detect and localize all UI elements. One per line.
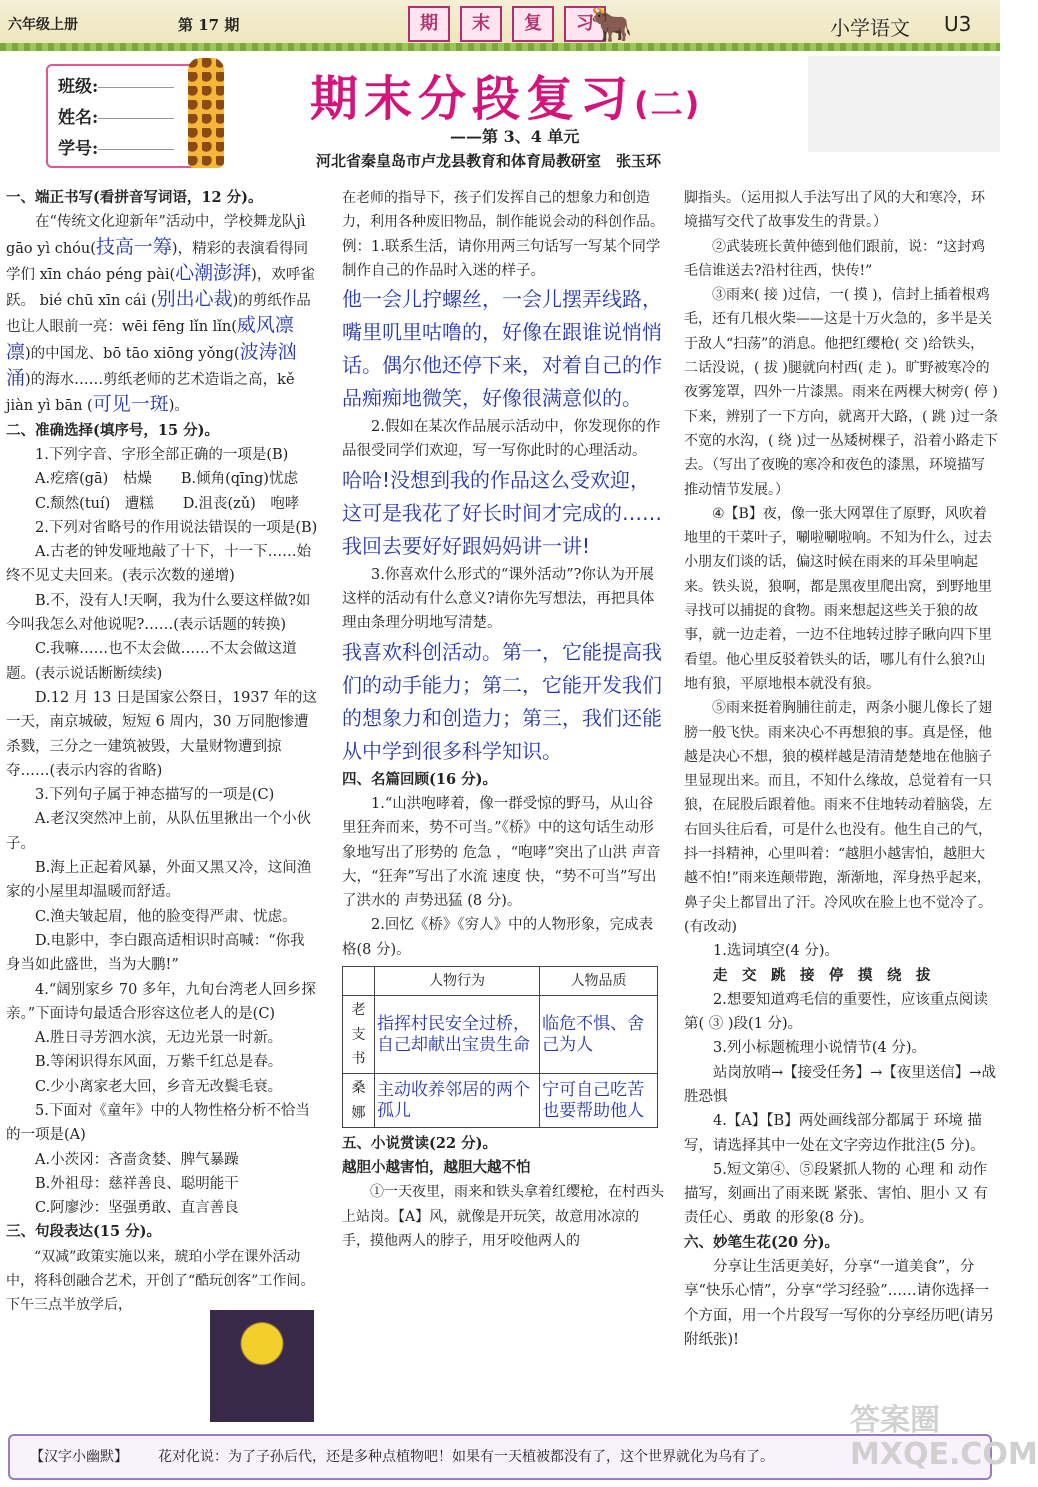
text-paragraph: 3.你喜欢什么形式的“课外活动”?你认为开展这样的活动有什么意义?请你先写想法，再把具体理由条理分明地写清楚。 (342, 566, 655, 632)
name-field[interactable] (98, 118, 174, 119)
column-3 (684, 186, 998, 1352)
issue-label: 第 17 期 (178, 16, 240, 34)
exercise-text: 在“传统文化迎新年”活动中，学校舞龙队jì gāo yì chóu(技高一筹)，精彩的表演看得同学们 xīn cháo péng pài(心潮澎湃)，欢呼雀跃。 bié chū xīn cái (别出心裁)的剪纸作品也让人眼前一亮：wēi fēng lǐn lǐn(威风凛凛)的中国龙、bō tāo xiōng yǒng(波涛汹涌)的海水……剪纸老师的艺术造诣之高，kě jiàn yì bān (可见一斑)。 (6, 214, 315, 416)
id-field[interactable] (98, 149, 174, 150)
page-title: 期末分段复习(二) (310, 71, 702, 127)
text-paragraph: D.12 月 13 日是国家公祭日，1937 年的这一天，南京城破，短短 6 周内，30 万同胞惨遭杀戮，三分之一建筑被毁，大量财物遭到掠夺……(表示内容的省略) (6, 689, 317, 779)
text-paragraph: A.老汉突然冲上前，从队伍里揪出一个小伙子。 (6, 811, 312, 852)
footer-text: 花对化说：为了子孙后代，还是多种点植物吧！如果有一天植被都没有了，这个世界就化为乌有了。 (158, 1449, 774, 1465)
stamp-3: 复 (512, 6, 554, 42)
section-heading: 三、句段表达(15 分)。 (6, 1223, 161, 1241)
table-header: 人物品质 (540, 967, 658, 996)
handwritten-answer: 我喜欢科创活动。第一，它能提高我们的动手能力；第二，它能开发我们的想象力和创造力；第三，我们还能从中学到很多科学知识。 (342, 639, 662, 763)
text-paragraph: 2.想要知道鸡毛信的重要性，应该重点阅读第( ③ )段(1 分)。 (684, 991, 988, 1033)
robot-photo (210, 1310, 314, 1422)
grade-label: 六年级上册 (8, 17, 78, 33)
text-paragraph: C.渔夫皱起眉，他的脸变得严肃、忧虑。 (35, 908, 297, 925)
table-row (343, 996, 658, 1074)
text-paragraph: 3.下列句子属于神态描写的一项是(C) (35, 787, 275, 804)
character-table (342, 966, 658, 1128)
table-cell-answer: 主动收养邻居的两个孤儿 (374, 1074, 539, 1128)
bull-mascot-icon: 🐂 (590, 5, 633, 45)
text-paragraph: ③雨来( 接 )过信，一( 摸 )，信封上插着根鸡毛，还有几根火柴——这是十万火急的，多半是关于敌人“扫荡”的消息。他把红缨枪( 交 )给铁头，二话没说，( 拔 )腿就向村西( 走 )。旷野被寒冷的夜雾笼罩，四外一片漆黑。雨来在两棵大树旁( 停 )下来，辨别了一下方向，就离开大路，( 跳 )过一条不宽的水沟，( 绕 )过一丛矮树棵子，沿着小路走下去。（写出了夜晚的寒冷和夜色的漆黑，环境描写推动情节发展。） (684, 287, 998, 498)
table-cell: 老支书 (343, 996, 375, 1074)
text-paragraph: C.少小离家老大回，乡音无改鬓毛衰。 (35, 1078, 283, 1095)
expression-questions (342, 186, 666, 962)
handwritten-answer: 别出心裁 (156, 288, 233, 311)
text-paragraph: 分享让生活更美好，分享“一道美食”，分享“快乐心情”，分享“学习经验”……请你选择一个方面，用一个片段写一写你的分享经历吧(请另附纸张)! (684, 1259, 995, 1348)
text-paragraph: 脚指头。（运用拟人手法写出了风的大和寒冷，环境描写交代了故事发生的背景。） (684, 190, 985, 231)
text-paragraph: “双减”政策实施以来，琥珀小学在课外活动中，将科创融合艺术，开创了“酷玩创客”工作间。下午三点半放学后， (6, 1248, 315, 1314)
section-heading: 一、端正书写(看拼音写词语，12 分)。 (6, 189, 263, 206)
text-paragraph: 5.下面对《童年》中的人物性格分析不恰当的一项是(A) (6, 1102, 310, 1144)
text-paragraph: B.海上正起着风暴，外面又黑又冷，这间渔家的小屋里却温暖而舒适。 (6, 860, 312, 901)
text-paragraph: B.等闲识得东风面，万紫千红总是春。 (35, 1054, 283, 1071)
section-label: 小学语文 (830, 16, 910, 40)
author-line: 河北省秦皇岛市卢龙县教育和体育局教研室 张玉环 (316, 152, 662, 170)
table-header (343, 967, 375, 996)
text-paragraph: D.电影中，李白跟高适相识时高喊：“你我身当如此盛世，当为大鹏!” (6, 932, 305, 974)
unit-subtitle: ——第 3、4 单元 (450, 127, 580, 146)
text-paragraph: 在老师的指导下，孩子们发挥自己的想象力和创造力，利用各种废旧物品，制作能说会动的科创作品。 (342, 190, 664, 231)
giraffe-icon (188, 58, 224, 168)
blank-panel (808, 56, 1000, 152)
text-paragraph: A.小茨冈：吝啬贪婪、脾气暴躁 (35, 1151, 239, 1168)
watermark-logo: 答案圈 MXQE.COM (850, 1403, 1038, 1472)
column-2 (342, 186, 666, 1253)
text-paragraph: 2.下列对省略号的作用说法错误的一项是(B) (35, 519, 318, 536)
text-paragraph: 走 交 跳 接 停 摸 绕 拔 (713, 966, 931, 984)
text-paragraph: C.阿廖沙：坚强勇敢、直言善良 (35, 1200, 239, 1217)
table-cell-answer: 指挥村民安全过桥，自己却献出宝贵生命 (374, 996, 539, 1074)
text-paragraph: 3.列小标题梳理小说情节(4 分)。 (713, 1040, 926, 1057)
text-paragraph: ④【B】夜，像一张大网罩住了原野，风吹着地里的干菜叶子，唰啦唰啦响。不知为什么，过去小朋友们谈的话，偏这时候在雨来的耳朵里响起来。铁头说，狼啊，都是黑夜里爬出窝，到野地里寻找可以捕捉的食物。雨来想起这些关于狼的故事，就一边走着，一边不住地转过脖子瞅向四下里看望。他心里反驳着铁头的话，哪儿有什么狼?山地有狼，平原地根本就没有狼。 (684, 505, 992, 692)
grass-border (0, 43, 1000, 51)
text-paragraph: A.疙瘩(gā) 枯燥 B.倾角(qīng)忧虑 (35, 471, 298, 488)
text-paragraph: B.不，没有人!天啊，我为什么要这样做?如今叫我怎么对他说呢?……(表示话题的转换) (6, 592, 311, 634)
page-label: U3 (944, 12, 972, 36)
table-cell: 桑娜 (343, 1074, 375, 1128)
text-paragraph: A.古老的钟发哑地敲了十下，十一下……始终不见丈夫回来。(表示次数的递增) (6, 544, 312, 585)
section-heading: 二、准确选择(填序号，15 分)。 (6, 421, 219, 439)
text-paragraph: C.我嘛……也不太会做……不太会做这道题。(表示说话断断续续) (6, 641, 297, 682)
text-paragraph: C.颓然(tuí) 遭糕 D.沮丧(zǔ) 咆哮 (35, 495, 300, 512)
text-paragraph: 2.回忆《桥》《穷人》中的人物形象，完成表格(8 分)。 (342, 917, 654, 958)
table-header-row (343, 967, 658, 996)
text-paragraph: ⑤雨来挺着胸脯往前走，两条小腿儿像长了翅膀一般飞快。雨来决心不再想狼的事。真是怪，他越是决心不想，狼的模样越是清清楚楚地在他脑子里显现出来。而且，不知什么缘故，总觉着有一只狼，在屁股后跟着他。雨来不住地转动着脑袋，左右回头往后看，可是什么也没有。他生自己的气，抖一抖精神，心里叫着：“越胆小越害怕，越胆大越不怕!”雨来连颠带跑，渐渐地，浑身热乎起来，鼻子尖上都冒出了汗。冷风吹在脸上也不觉冷了。 (有改动) (684, 700, 999, 935)
page-header (0, 0, 1000, 51)
table-header: 人物行为 (374, 967, 539, 996)
section-heading: 五、小说赏读(22 分)。 (342, 1134, 497, 1152)
handwritten-answer: 波涛汹涌 (6, 340, 297, 390)
reading-questions (684, 186, 998, 1352)
handwritten-answer: 哈哈!没想到我的作品这么受欢迎，这可是我花了好长时间才完成的……我回去要好好跟妈妈讲一讲! (342, 467, 662, 558)
stamp-4: 习 (564, 6, 606, 42)
text-paragraph: 5.短文第④、⑤段紧抓人物的 心理 和 动作 描写，刻画出了雨来既 紧张、害怕、胆小 又 有责任心、勇敢 的形象(8 分)。 (684, 1161, 988, 1227)
text-paragraph: 1.“山洪咆哮着，像一群受惊的野马，从山谷里狂奔而来，势不可当。”《桥》中的这句话生动形象地写出了形势的 危急 ，“咆哮”突出了山洪 声音 大，“狂奔”写出了水流 速度 快，“势不可当”写出了洪水的 声势迅猛 (8 分)。 (342, 795, 661, 910)
text-paragraph: B.外祖母：慈祥善良、聪明能干 (35, 1175, 239, 1192)
text-paragraph: 4.“阔别家乡 70 多年，九旬台湾老人回乡探亲。”下面诗句最适合形容这位老人的是(C) (6, 981, 316, 1022)
footer-tag: 【汉字小幽默】 (30, 1449, 128, 1465)
text-paragraph: 4.【A】【B】两处画线部分都属于 环境 描写，请选择其中一处在文字旁边作批注(5 分)。 (684, 1113, 985, 1154)
text-paragraph: 2.假如在某次作品展示活动中，你发现你的作品很受同学们欢迎，写一写你此时的心理活动。 (342, 419, 661, 460)
footer-banner (8, 1434, 992, 1480)
table-row (343, 1074, 658, 1128)
reading-section (342, 1132, 666, 1253)
column-1 (6, 186, 318, 1318)
handwritten-answer: 威风凛凛 (6, 314, 294, 363)
table-cell-answer: 宁可自己吃苦也要帮助他人 (540, 1074, 658, 1128)
choice-questions (6, 419, 318, 1318)
handwritten-answer: 技高一筹 (95, 235, 172, 258)
name-row: 姓名: (58, 103, 194, 134)
handwritten-answer: 可见一斑 (92, 393, 169, 416)
handwritten-answer: 心潮澎湃 (175, 261, 252, 284)
stamp-2: 末 (460, 6, 502, 42)
id-row: 学号: (58, 134, 194, 165)
class-row: 班级: (58, 72, 194, 103)
student-info-box (46, 64, 206, 168)
stamp-1: 期 (408, 6, 450, 42)
text-paragraph: 1.下列字音、字形全部正确的一项是(B) (35, 446, 289, 463)
text-paragraph: 1.选词填空(4 分)。 (713, 943, 839, 960)
handwritten-answer: 他一会儿拧螺丝，一会儿摆弄线路，嘴里叽里咕噜的，好像在跟谁说悄悄话。偶尔他还停下来，对着自己的作品痴痴地微笑，好像很满意似的。 (342, 287, 662, 411)
text-paragraph: A.胜日寻芳泗水滨，无边光景一时新。 (35, 1030, 283, 1047)
section-heading: 越胆小越害怕，越胆大越不怕 (342, 1159, 531, 1177)
text-paragraph: ①一天夜里，雨来和铁头拿着红缨枪，在村西头上站岗。【A】风，就像是开玩笑，故意用冰凉的手，摸他两人的脖子，用牙咬他两人的 (342, 1184, 664, 1250)
section-heading: 六、妙笔生花(20 分)。 (684, 1233, 839, 1251)
section-heading: 四、名篇回顾(16 分)。 (342, 770, 497, 788)
stamp-group (408, 6, 606, 42)
text-paragraph: 站岗放哨→【接受任务】→【夜里送信】→战胜恐惧 (684, 1064, 996, 1105)
text-paragraph: ②武装班长黄仲德到他们跟前，说：“这封鸡毛信谁送去?沿村往西，快传!” (684, 238, 986, 279)
class-field[interactable] (98, 87, 174, 88)
table-cell-answer: 临危不惧、舍己为人 (540, 996, 658, 1074)
text-paragraph: 例：1.联系生活，请你用两三句话写一写某个同学制作自己的作品时入迷的样子。 (342, 238, 661, 279)
